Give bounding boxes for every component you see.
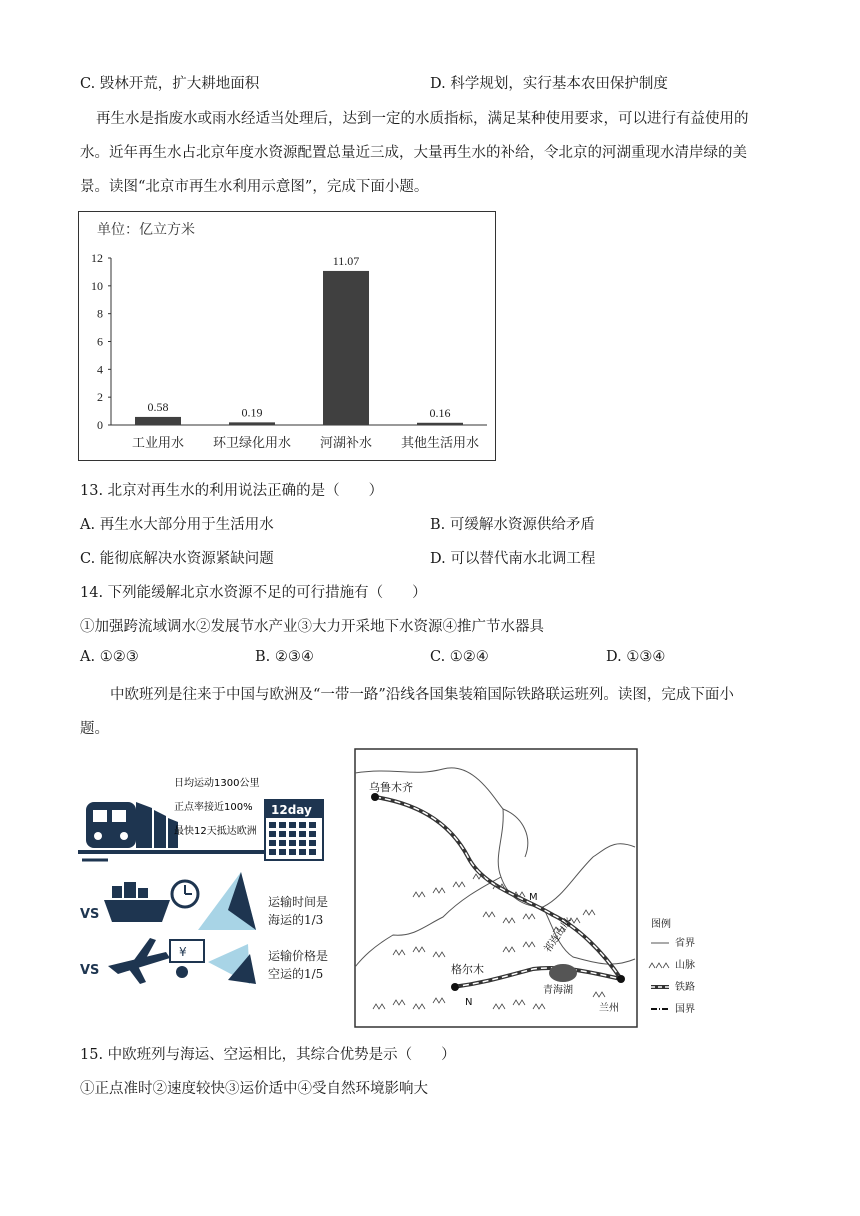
urumqi-dot xyxy=(371,793,379,801)
calendar-cell xyxy=(309,822,316,828)
q12-option-d: D. 科学规划，实行基本农田保护制度 xyxy=(430,76,668,92)
calendar-cell xyxy=(289,849,296,855)
calendar-cell xyxy=(279,822,286,828)
info-text2: 正点率接近100% xyxy=(174,802,253,813)
chart-svg xyxy=(79,212,495,460)
info-text1: 日均运动1300公里 xyxy=(174,778,260,789)
intro2-line2: 题。 xyxy=(80,721,109,737)
plane-icon xyxy=(108,938,170,984)
point-n: N xyxy=(465,997,473,1008)
q14-stem: 14. 下列能缓解北京水资源不足的可行措施有（ ） xyxy=(80,585,427,601)
q14-option-c: C. ①②④ xyxy=(430,649,489,665)
map-svg xyxy=(353,747,713,1029)
intro2-line1: 中欧班列是往来于中国与欧洲及“一带一路”沿线各国集装箱国际铁路联运班列。读图，完成下面小 xyxy=(110,687,734,703)
calendar-cell xyxy=(269,822,276,828)
cmp2-line1: 运输价格是 xyxy=(268,949,329,963)
category-label-1: 工业用水 xyxy=(131,436,185,451)
calendar-cell xyxy=(309,849,316,855)
legend-border: 国界 xyxy=(675,1004,695,1015)
city-golmud: 格尔木 xyxy=(451,963,484,976)
lake-label: 青海湖 xyxy=(543,985,573,996)
calendar-cell xyxy=(289,831,296,837)
category-label-4: 其他生活用水 xyxy=(400,436,480,451)
bar-3 xyxy=(323,271,369,425)
vs-label-1: VS xyxy=(80,907,100,922)
ship-icon xyxy=(104,882,170,922)
y-tick-label: 2 xyxy=(97,390,103,405)
calendar-cell xyxy=(299,849,306,855)
calendar-icon xyxy=(265,800,323,860)
data-label-4: 0.16 xyxy=(429,405,451,420)
calendar-cell xyxy=(289,840,296,846)
calendar-cell xyxy=(279,840,286,846)
bar-1 xyxy=(135,417,181,425)
cmp1-line2: 海运的1/3 xyxy=(268,913,324,927)
q15-items: ①正点准时②速度较快③运价适中④受自然环境影响大 xyxy=(80,1081,428,1097)
y-tick-label: 12 xyxy=(91,251,103,265)
calendar-cell xyxy=(309,840,316,846)
bar-4 xyxy=(417,423,463,425)
intro1-line3: 景。读图“北京市再生水利用示意图”，完成下面小题。 xyxy=(80,179,429,195)
q13-option-c: C. 能彻底解决水资源紧缺问题 xyxy=(80,551,274,567)
info-text3: 最快12天抵达欧洲 xyxy=(174,826,257,837)
intro1-line1: 再生水是指废水或雨水经适当处理后，达到一定的水质指标，满足某种使用要求，可以进行有益使用的 xyxy=(96,111,749,127)
q12-option-c: C. 毁林开荒，扩大耕地面积 xyxy=(80,76,260,92)
railway-map xyxy=(353,747,713,1029)
calendar-label: 12day xyxy=(271,803,312,817)
calendar-cell xyxy=(279,849,286,855)
calendar-cell xyxy=(289,822,296,828)
y-tick-label: 4 xyxy=(97,362,103,377)
cmp2-line2: 空运的1/5 xyxy=(268,967,324,981)
y-tick-label: 8 xyxy=(97,306,103,321)
category-label-2: 环卫绿化用水 xyxy=(212,436,292,451)
q13-option-a: A. 再生水大部分用于生活用水 xyxy=(80,517,274,533)
city-urumqi: 乌鲁木齐 xyxy=(369,781,413,794)
mountain-label: 祁连山脉 xyxy=(542,915,575,955)
qinghai-lake xyxy=(549,964,577,982)
y-tick-label: 6 xyxy=(97,334,103,349)
legend-title: 图例 xyxy=(651,919,671,930)
q14-items: ①加强跨流域调水②发展节水产业③大力开采地下水资源④推广节水器具 xyxy=(80,619,544,635)
q13-option-d: D. 可以替代南水北调工程 xyxy=(430,551,596,567)
calendar-cell xyxy=(299,840,306,846)
calendar-cell xyxy=(269,831,276,837)
calendar-cell xyxy=(269,840,276,846)
calendar-cell xyxy=(299,822,306,828)
calendar-cell xyxy=(269,849,276,855)
category-label-3: 河湖补水 xyxy=(319,436,373,451)
clock-icon xyxy=(172,881,198,907)
calendar-cell xyxy=(309,831,316,837)
city-lanzhou: 兰州 xyxy=(599,1003,619,1014)
chart-unit-label: 单位：亿立方米 xyxy=(97,222,195,238)
map-legend xyxy=(649,917,695,1015)
rail-infographic xyxy=(78,770,353,1005)
y-tick-label: 10 xyxy=(91,278,103,293)
cmp1-line1: 运输时间是 xyxy=(268,895,329,909)
vs-label-2: VS xyxy=(80,963,100,978)
bar-2 xyxy=(229,422,275,425)
q13-option-b: B. 可缓解水资源供给矛盾 xyxy=(430,517,595,533)
legend-province: 省界 xyxy=(675,938,695,949)
point-m: M xyxy=(529,892,538,903)
q14-option-d: D. ①③④ xyxy=(606,649,666,665)
y-tick-label: 0 xyxy=(97,418,103,432)
data-label-2: 0.19 xyxy=(241,405,263,420)
lanzhou-dot xyxy=(617,975,625,983)
svg-text:¥: ¥ xyxy=(179,945,187,959)
legend-railway: 铁路 xyxy=(675,982,695,993)
infographic-svg xyxy=(78,770,353,1005)
intro1-line2: 水。近年再生水占北京年度水资源配置总量近三成，大量再生水的补给，令北京的河湖重现水清岸绿的美 xyxy=(80,145,747,161)
golmud-dot xyxy=(451,983,459,991)
q13-stem: 13. 北京对再生水的利用说法正确的是（ ） xyxy=(80,483,384,499)
recycled-water-chart xyxy=(78,211,496,461)
data-label-3: 11.07 xyxy=(332,253,360,268)
money-icon xyxy=(170,940,204,978)
legend-mountain: 山脉 xyxy=(675,960,695,971)
q14-option-b: B. ②③④ xyxy=(255,649,314,665)
calendar-cell xyxy=(299,831,306,837)
q15-stem: 15. 中欧班列与海运、空运相比，其综合优势是示（ ） xyxy=(80,1047,456,1063)
calendar-cell xyxy=(279,831,286,837)
data-label-1: 0.58 xyxy=(147,399,169,414)
q14-option-a: A. ①②③ xyxy=(80,649,139,665)
